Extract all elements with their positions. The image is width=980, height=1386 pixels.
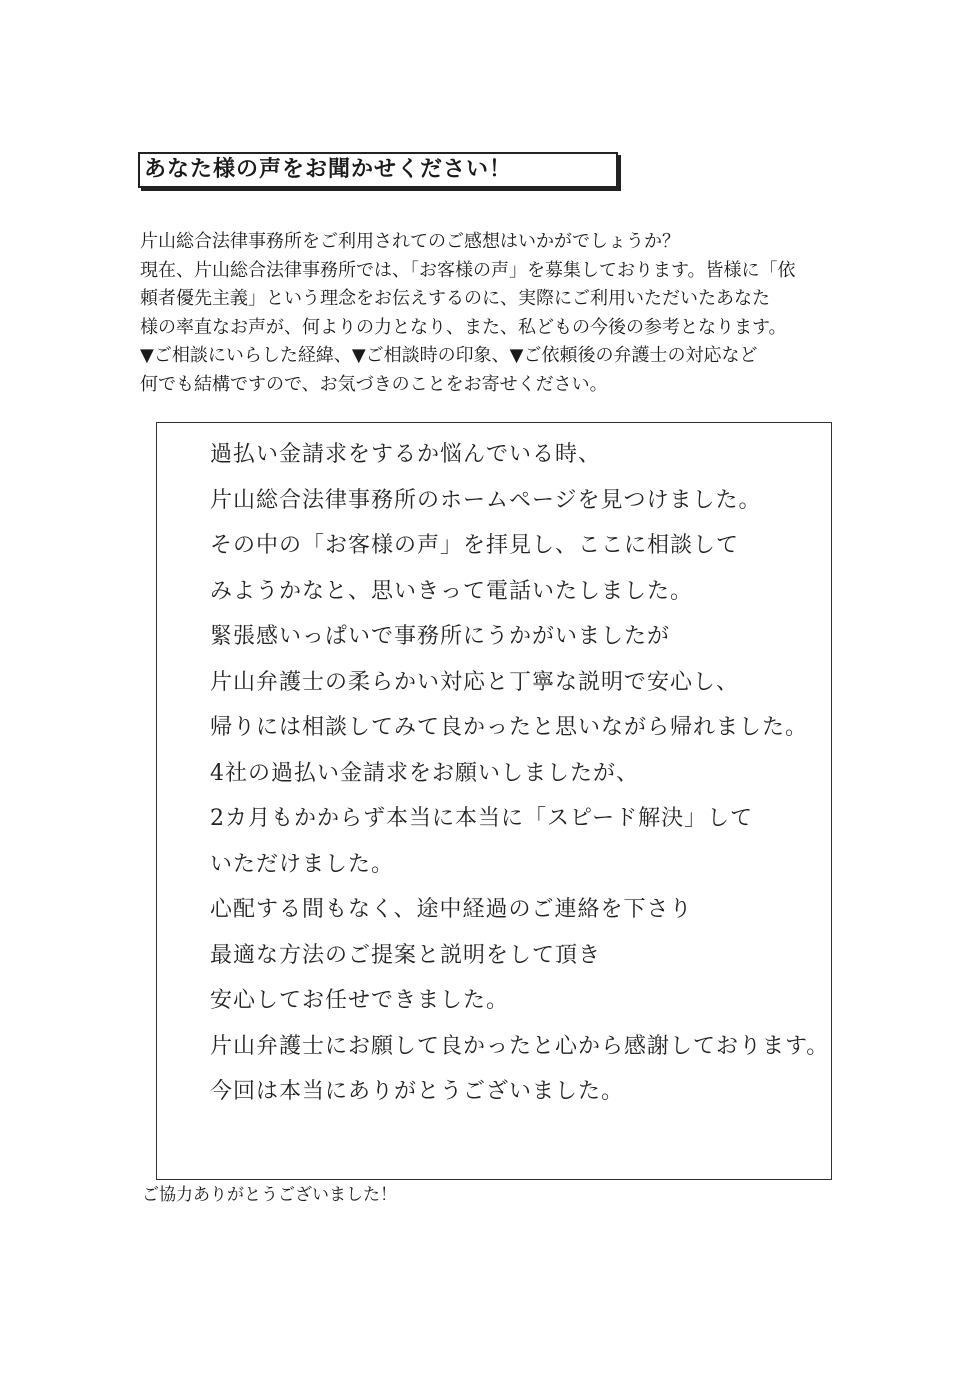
intro-line: 何でも結構ですので、お気づきのことをお寄せください。 [140, 373, 608, 395]
intro-text [140, 228, 850, 399]
letter-line: みようかなと、思いきって電話いたしました。 [210, 578, 694, 604]
intro-line: 様の率直なお声が、何よりの力となり、また、私どもの今後の参考となります。 [140, 316, 787, 338]
intro-line: 頼者優先主義」という理念をお伝えするのに、実際にご利用いただいたあなた [140, 288, 770, 309]
letter-line: 2カ月もかからず本当に本当に「スピード解決」して [210, 806, 754, 831]
handwritten-letter [210, 432, 830, 1115]
letter-line: いただけました。 [210, 851, 395, 877]
letter-line: 安心してお任せできました。 [210, 988, 510, 1013]
page-title: あなた様の声をお聞かせください！ [138, 152, 618, 188]
letter-line: 片山総合法律事務所のホームページを見つけました。 [210, 487, 762, 513]
intro-line: 片山総合法律事務所をご利用されてのご感想はいかがでしょうか？ [140, 231, 680, 252]
letter-line: 心配する間もなく、途中経過のご連絡を下さり [210, 897, 693, 922]
intro-line: ▼ご相談にいらした経緯、▼ご相談時の印象、▼ご依頼後の弁護士の対応など [140, 345, 758, 366]
letter-line: 4社の過払い金請求をお願いしましたが、 [210, 760, 639, 786]
letter-line: 今回は本当にありがとうございました。 [210, 1079, 625, 1104]
letter-line: その中の「お客様の声」を拝見し、ここに相談して [210, 533, 740, 558]
letter-line: 片山弁護士にお願して良かったと心から感謝しております。 [210, 1033, 830, 1059]
closing-text: ご協力ありがとうございました！ [142, 1185, 397, 1205]
letter-line: 最適な方法のご提案と説明をして頂き [210, 942, 602, 968]
letter-line: 帰りには相談してみて良かったと思いながら帰れました。 [210, 715, 809, 740]
letter-line: 過払い金請求をするか悩んでいる時、 [210, 442, 602, 467]
letter-line: 緊張感いっぱいで事務所にうかがいましたが [210, 624, 671, 649]
intro-line: 現在、片山総合法律事務所では、「お客様の声」を募集しております。皆様に「依 [140, 259, 796, 281]
letter-line: 片山弁護士の柔らかい対応と丁寧な説明で安心し、 [210, 669, 740, 695]
